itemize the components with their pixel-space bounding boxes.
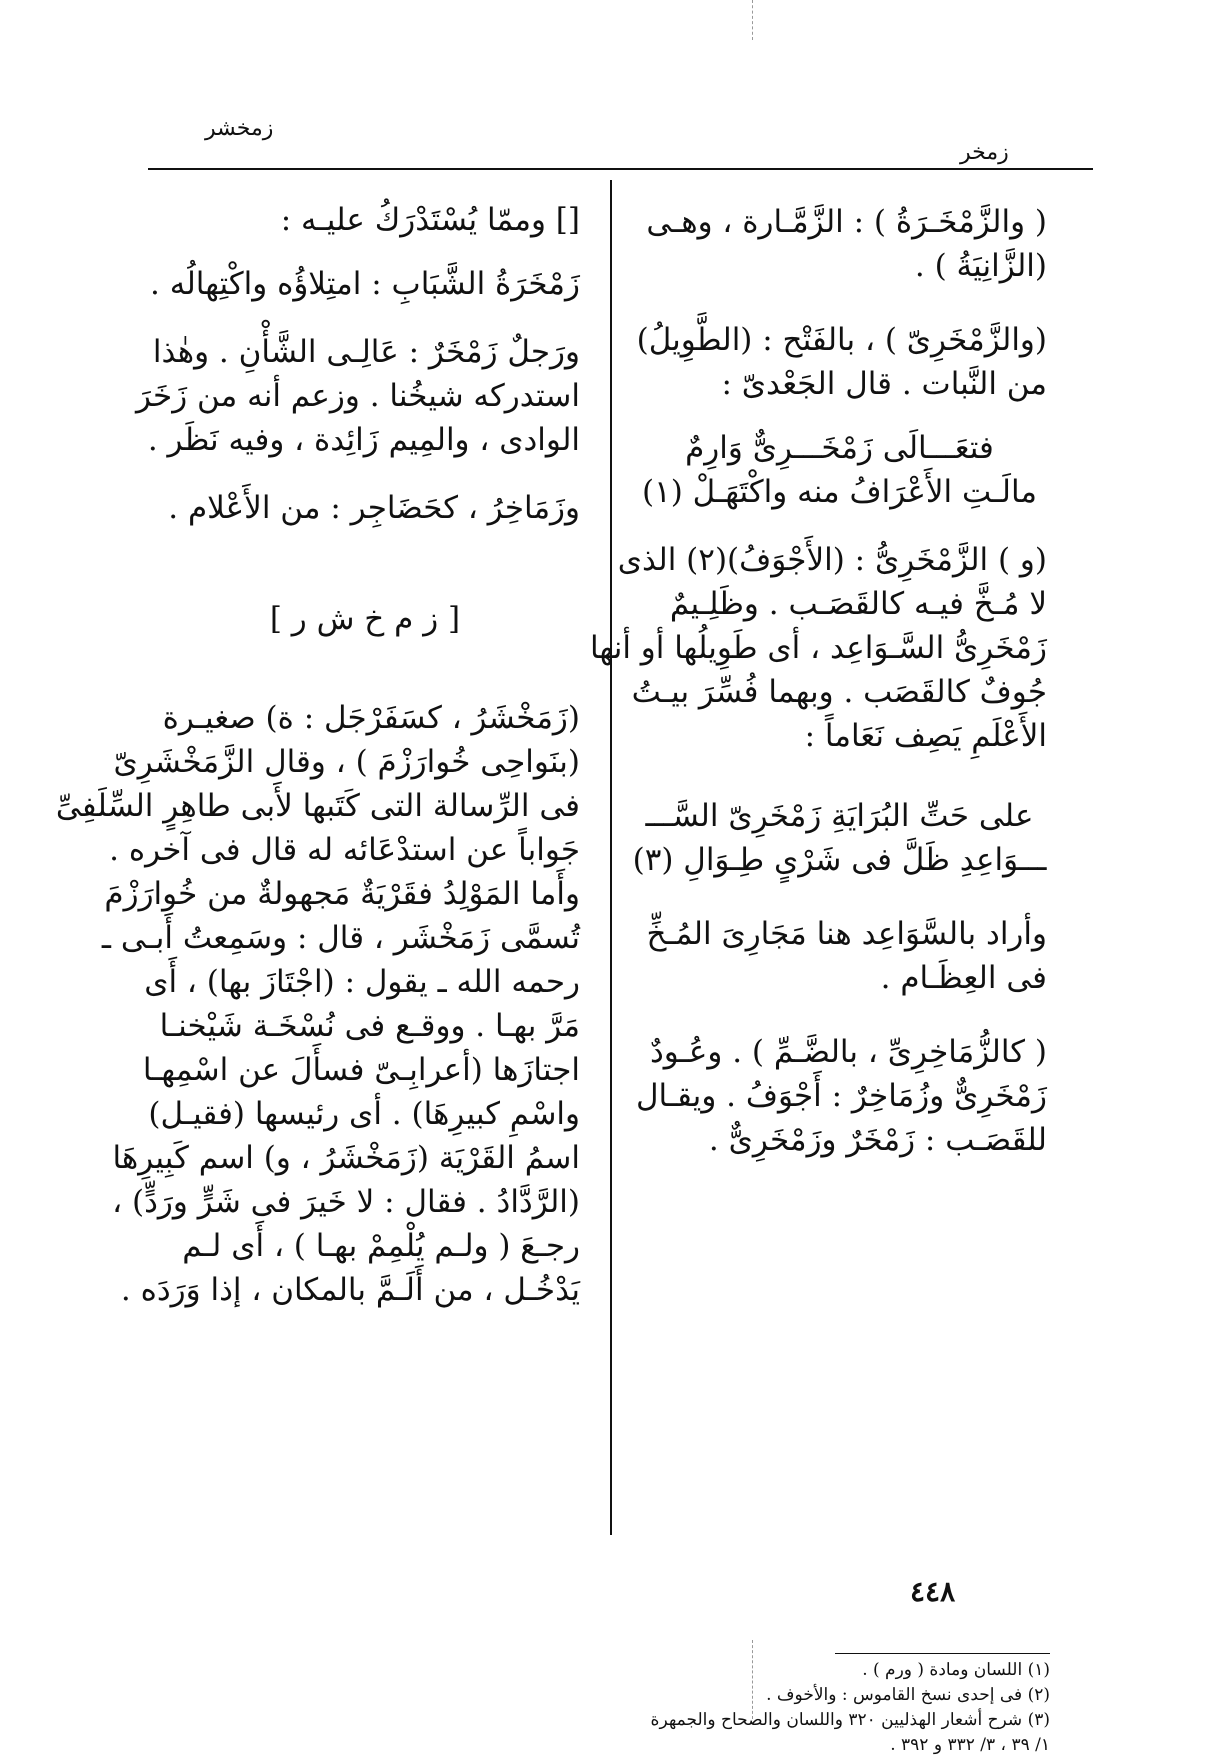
text-line: لا مُـخَّ فيـه كالقَصَـب . وظَلِـيمٌ [669,586,1047,622]
footnote: ١/ ٣٩ ، ٣/ ٣٣٢ و ٣٩٢ . [890,1735,1050,1755]
footnote-rule [835,1653,1050,1654]
spacer [632,288,1047,318]
text-line: ( كالزُّمَاخِرِىِّ ، بالضَّـمِّ ) . وعُـودٌ [650,1034,1047,1070]
text-line: اسمُ القَرْيَة (زَمَخْشَرُ ، و) اسم كَبِيرِهَا [112,1140,580,1176]
running-header-left: زمخشر [205,116,274,141]
text-line: الأَعْلَمِ يَصِف نَعَاماً : [804,718,1047,754]
text-line: يَدْخُـل ، من أَلَـمَّ بالمكان ، إذا وَرَدَه . [120,1272,580,1308]
text-line: واسْمِ كبيرِهَا) . أى رئيسها (فقيـل) [148,1096,580,1132]
fold-mark-top [752,0,753,40]
text-line: للقَصَـب : زَمْخَرٌ وزَمْخَرِىٌّ . [708,1122,1047,1158]
text-line: ( والزَّمْخَـرَةُ ) : الزَّمَّـارة ، وهـى [646,204,1047,240]
text-line: فى العِظَـام . [880,960,1047,996]
spacer [632,406,1047,426]
verse-line: على حَتِّ البُرَايَةِ زَمْخَرِىّ السَّـــ [645,798,1034,834]
text-line: تُسمَّى زَمَخْشَر ، قال : وسَمِعتُ أَبـى ـ [101,920,580,956]
spacer [632,1000,1047,1030]
text-line: جَواباً عن استدْعَائه له قال فى آخره . [109,832,580,868]
text-line: اجتازَها (أعرابِـىّ فسأَلَ عن اسْمِهـا [142,1052,580,1088]
text-line: الوادى ، والمِيم زَائِدة ، وفيه نَظَر . [147,422,580,458]
spacer [150,530,580,566]
text-line: زَمْخَرَةُ الشَّبَابِ : امتِلاؤُه واكْتِهالُه . [150,266,580,302]
text-line: زَمْخَرِىٌّ وزُمَاخِرٌ : أَجْوَفُ . ويقـال [635,1078,1047,1114]
text-line: وزَمَاخِرُ ، كحَضَاجِر : من الأَعْلام . [168,490,580,526]
footnote: (٣) شرح أشعار الهذليين ٣٢٠ واللسان والصحاح والجمهرة [650,1710,1050,1730]
running-header-right: زمخر [960,140,1009,165]
spacer [632,758,1047,794]
header-rule [148,168,1093,170]
text-line: استدركه شيخُنا . وزعم أنه من زَخَرَ [135,378,580,414]
footnote: (٢) فى إحدى نسخ القاموس : والأخوف . [766,1685,1050,1705]
text-line: ورَجلٌ زَمْخَرٌ : عَالِـى الشَّأْنِ . وهٰذا [152,334,580,370]
verse-line: مالَـتِ الأَعْرَافُ منه واكْتَهَـلْ (١) [641,474,1038,510]
text-line: (و ) الزَّمْخَرِىُّ : (الأَجْوَفُ)(٢) الذى [617,542,1047,578]
text-line: (والزَّمْخَرِىّ ) ، بالفَتْح : (الطَّوِيلُ) [636,322,1047,358]
text-line: زَمْخَرِىُّ السَّـوَاعِد ، أى طَوِيلُها أو أنها [589,630,1047,666]
verse-line: ـــوَاعِدِ ظَلَّ فى شَرْىٍ طِـوَالِ (٣) [632,842,1047,878]
spacer [150,462,580,486]
footnote: (١) اللسان ومادة ( ورم ) . [862,1660,1050,1680]
text-line: جُوفٌ كالقَصَب . وبهما فُسِّرَ بيـتُ [631,674,1047,710]
text-line: رجـعَ ( ولـم يُلْمِمْ بهـا ) ، أَى لـم [182,1228,580,1264]
spacer [150,306,580,330]
column-divider [610,180,612,1535]
right-column [589,200,1047,1162]
spacer [150,672,580,696]
text-line: (الزَّانِيَةُ ) . [914,248,1047,284]
footnotes [600,1658,1050,1758]
text-line: من النَّبات . قال الجَعْدىّ : [721,366,1047,402]
left-column [55,198,580,1312]
text-line: مَرَّ بهـا . ووقـع فى نُسْخَـة شَيْخنـا [159,1008,580,1044]
text-line: (زَمَخْشَرُ ، كسَفَرْجَل : ة) صغيـرة [162,700,580,736]
text-line: فى الرِّسالة التى كَتَبها لأَبى طاهِرٍ السِّلَفِىِّ [55,788,580,824]
text-line: (بنَواحِى خُوارَزْمَ ) ، وقال الزَّمَخْشَرِىّ [113,744,580,780]
verse-line: فتعَـــالَى زَمْخَـــرِىٌّ وَارِمٌ [685,430,994,466]
spacer [632,514,1047,538]
spacer [150,242,580,262]
page-number: ٤٤٨ [910,1575,956,1608]
spacer [632,882,1047,912]
text-line: وأَما المَوْلِدُ فقَرْيَةٌ مَجهولةٌ من خُوارَزْمَ [104,876,580,912]
text-line: [] وممّا يُسْتَدْرَكُ عليـه : [280,202,580,238]
entry-heading: [ ز م خ ش ر ] [269,601,461,637]
text-line: (الرَّدَّادُ . فقال : لا خَيرَ فى شَرٍّ ورَدٍّ) ، [112,1184,580,1220]
text-line: رحمه الله ـ يقول : (اجْتَازَ بها) ، أَى [144,964,580,1000]
text-line: وأراد بالسَّوَاعِد هنا مَجَارِىَ المُـخِّ [646,916,1047,952]
